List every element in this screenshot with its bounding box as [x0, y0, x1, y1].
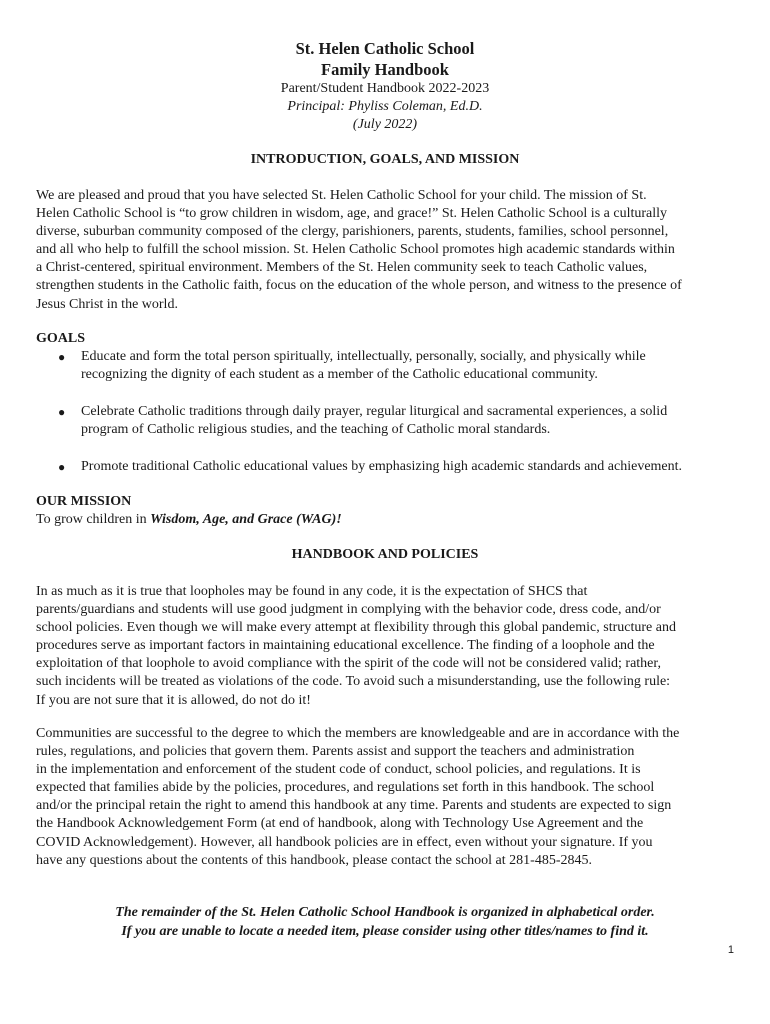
intro-line: Jesus Christ in the world.	[36, 296, 178, 312]
document-title: Family Handbook	[321, 60, 449, 79]
policy-line: have any questions about the contents of this handbook, please contact the school at 281-485-2845.	[36, 852, 592, 868]
policy-line: in the implementation and enforcement of the student code of conduct, school policies, and regulations. It is	[36, 762, 641, 778]
intro-line: a Christ-centered, spiritual environment. Members of the St. Helen community seek to teach Catholic values,	[36, 260, 648, 276]
goal-line: recognizing the dignity of each student as a member of the Catholic educational community.	[81, 367, 598, 383]
closing-note-line-2: If you are unable to locate a needed item, please consider using other titles/names to find it.	[121, 924, 649, 939]
policy-line: the Handbook Acknowledgement Form (at end of handbook, along with Technology Use Agreement and the	[36, 816, 644, 832]
document-subtitle: Parent/Student Handbook 2022-2023	[280, 81, 490, 96]
intro-line: Helen Catholic School is “to grow children in wisdom, age, and grace!” St. Helen Catholic School is a culturally	[36, 206, 668, 222]
goals-heading: GOALS	[36, 331, 86, 346]
closing-note-line-1: The remainder of the St. Helen Catholic School Handbook is organized in alphabetical order.	[115, 905, 655, 920]
title-block	[0, 38, 770, 134]
policy-line: procedures serve as important factors in maintaining educational excellence. The finding of a loophole and the	[36, 638, 655, 654]
mission-prefix: To grow children in	[36, 512, 151, 527]
bullet-icon: ●	[58, 350, 66, 364]
intro-line: We are pleased and proud that you have selected St. Helen Catholic School for your child. The mission of St.	[36, 188, 647, 203]
policy-line: COVID Acknowledgement). However, all handbook policies are in effect, even without your signature. If you	[36, 834, 653, 850]
intro-heading: INTRODUCTION, GOALS, AND MISSION	[250, 152, 520, 167]
policy-line: Communities are successful to the degree to which the members are knowledgeable and are in accordance with the	[36, 726, 680, 741]
policy-line: exploitation of that loophole to avoid compliance with the spirit of the code will not be considered valid; rather,	[36, 656, 661, 672]
school-name: St. Helen Catholic School	[295, 39, 475, 58]
policies-heading: HANDBOOK AND POLICIES	[291, 547, 479, 562]
policy-line: school policies. Even though we will make every attempt at flexibility through this global pandemic, structure and	[36, 620, 676, 636]
intro-line: strengthen students in the Catholic faith, focus on the education of the whole person, and witness to the presence of	[36, 278, 682, 294]
policy-line: expected that families abide by the policies, procedures, and regulations set forth in this handbook. The school	[36, 780, 655, 796]
document-date: (July 2022)	[352, 117, 418, 132]
policy-line: parents/guardians and students will use good judgment in complying with the behavior code, dress code, and/or	[36, 602, 661, 618]
policy-line: In as much as it is true that loopholes may be found in any code, it is the expectation of SHCS that	[36, 584, 588, 599]
bullet-icon: ●	[58, 405, 66, 419]
policy-line: and/or the principal retain the right to amend this handbook at any time. Parents and students are expected to sign	[36, 798, 672, 814]
goal-line: Promote traditional Catholic educational values by emphasizing high academic standards and achievement.	[81, 459, 683, 474]
bullet-icon: ●	[58, 460, 66, 474]
goal-line: program of Catholic religious studies, and the teaching of Catholic moral standards.	[81, 422, 551, 438]
principal-name: Principal: Phyliss Coleman, Ed.D.	[287, 99, 483, 114]
intro-paragraph	[36, 187, 742, 314]
policies-paragraph-2	[36, 725, 742, 870]
policy-line: rules, regulations, and policies that govern them. Parents assist and support the teachers and administration	[36, 744, 635, 760]
goal-line: Educate and form the total person spiritually, intellectually, personally, socially, and physically while	[81, 349, 646, 364]
policy-line: such incidents will be treated as violations of the code. To avoid such a misunderstanding, use the following rule:	[36, 674, 671, 690]
mission-heading: OUR MISSION	[36, 494, 132, 509]
intro-line: diverse, suburban community composed of the clergy, parishioners, parents, students, families, school personnel,	[36, 224, 669, 240]
policies-paragraph-1	[36, 583, 742, 710]
policy-line: If you are not sure that it is allowed, do not do it!	[36, 692, 311, 708]
intro-line: and all who help to fulfill the school mission. St. Helen Catholic School promotes high academic standards within	[36, 242, 675, 258]
mission-emphasis: Wisdom, Age, and Grace (WAG)!	[150, 512, 342, 527]
goal-line: Celebrate Catholic traditions through daily prayer, regular liturgical and sacramental experiences, a solid	[81, 404, 668, 419]
page-number: 1	[727, 944, 734, 956]
mission-statement	[36, 511, 742, 529]
